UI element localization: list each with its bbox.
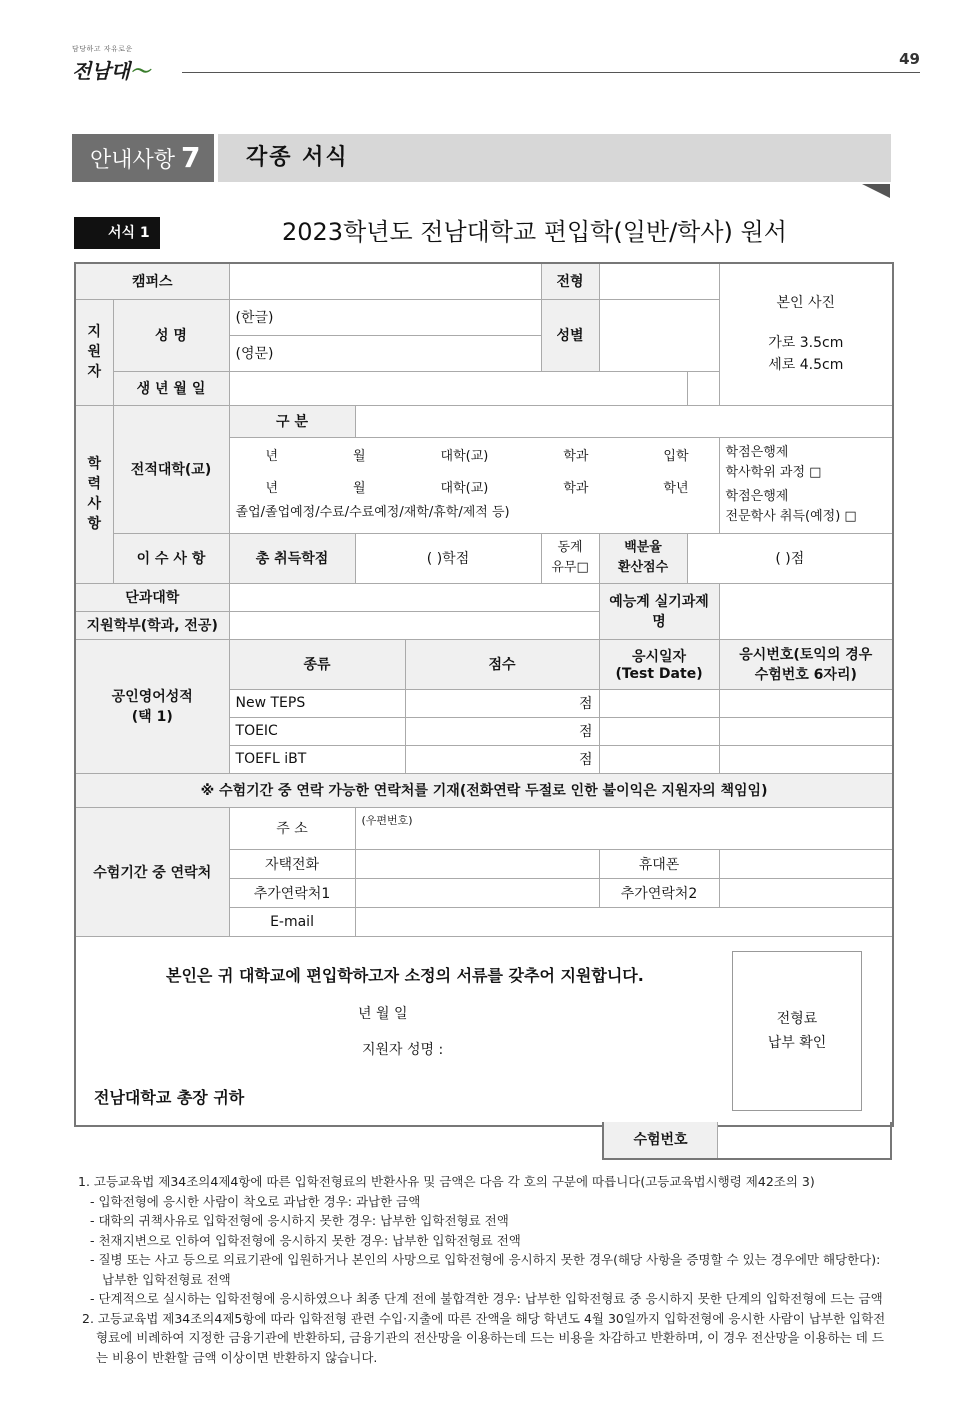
declaration-message: 본인은 귀 대학교에 편입학하고자 소정의 서류를 갖추어 지원합니다. bbox=[166, 965, 644, 985]
eng-date-header: 응시일자 (Test Date) bbox=[599, 639, 719, 689]
equiv-checkbox[interactable]: 동계 유무□ bbox=[541, 533, 599, 583]
mobile-field[interactable] bbox=[719, 849, 893, 878]
type-field[interactable] bbox=[599, 263, 719, 299]
declaration-area bbox=[75, 936, 893, 1126]
eng-id-header: 응시번호(토익의 경우 수험번호 6자리) bbox=[719, 639, 893, 689]
section-title: 각종 서식 bbox=[218, 134, 891, 182]
home-phone-label: 자택전화 bbox=[229, 849, 355, 878]
eng-type-header: 종류 bbox=[229, 639, 405, 689]
logo-slogan: 담당하고 자유로운 bbox=[72, 45, 133, 53]
refund-notes bbox=[78, 1172, 894, 1367]
gender-field[interactable] bbox=[599, 299, 719, 371]
declaration-date[interactable]: 년 월 일 bbox=[358, 1005, 408, 1022]
eng-score-header: 점수 bbox=[405, 639, 599, 689]
extra1-field[interactable] bbox=[355, 878, 599, 907]
extra1-label: 추가연락처1 bbox=[229, 878, 355, 907]
form-label: 서식 1 bbox=[74, 217, 160, 249]
page-number: 49 bbox=[899, 50, 920, 68]
birth-field[interactable] bbox=[229, 371, 687, 405]
teps-id-field[interactable] bbox=[719, 689, 893, 717]
toefl-label: TOEFL iBT bbox=[229, 745, 405, 773]
exam-number-field[interactable] bbox=[718, 1122, 890, 1158]
home-phone-field[interactable] bbox=[355, 849, 599, 878]
campus-field[interactable] bbox=[229, 263, 541, 299]
arts-field[interactable] bbox=[719, 583, 893, 639]
photo-box[interactable]: 본인 사진 가로 3.5cm 세로 4.5cm bbox=[719, 263, 893, 405]
note-1: 1. 고등교육법 제34조의4제4항에 따른 입학전형료의 반환사유 및 금액은 다음 각 호의 구분에 따릅니다(고등교육법시행령 제42조의 3) bbox=[78, 1174, 815, 1189]
applicant-label: 지 원 자 bbox=[75, 299, 113, 405]
extra2-field[interactable] bbox=[719, 878, 893, 907]
address-label: 주 소 bbox=[229, 807, 355, 849]
division-field[interactable] bbox=[355, 405, 893, 437]
college-field[interactable] bbox=[229, 583, 599, 611]
credit-bank-options[interactable]: 학점은행제 학사학위 과정 □ 학점은행제 전문학사 취득(예정) □ bbox=[719, 437, 893, 533]
fee-confirmation-box: 전형료 납부 확인 bbox=[732, 951, 862, 1111]
name-english-field[interactable]: (영문) bbox=[229, 335, 541, 371]
percent-field[interactable]: ( )점 bbox=[687, 533, 893, 583]
academic-label: 학 력 사 항 bbox=[75, 405, 113, 583]
toeic-label: TOEIC bbox=[229, 717, 405, 745]
toefl-score-field[interactable]: 점 bbox=[405, 745, 599, 773]
type-label: 전형 bbox=[541, 263, 599, 299]
email-label: E-mail bbox=[229, 907, 355, 936]
note-2: 2. 고등교육법 제34조의4제5항에 따라 입학전형 관련 수입·지출에 따른 잔액을 해당 학년도 4월 30일까지 입학전형에 응시한 사람이 납부한 입학전형료에 비례하여 지정한 금융기관에 반환하되, 금융기관의 전산망을 이용하는데 드는 비용을 차감하고 반환하며, 이 경우 전산망을 이용하는 데 드는 비용이 반환할 금액 이상이면 반환하지 않습니다. bbox=[82, 1310, 886, 1365]
note-1-item: - 대학의 귀책사유로 입학전형에 응시하지 못한 경우: 납부한 입학전형료 전액 bbox=[90, 1213, 509, 1228]
address-field[interactable]: (우편번호) bbox=[355, 807, 893, 849]
note-1-item: - 입학전형에 응시한 사람이 착오로 과납한 경우: 과납한 금액 bbox=[90, 1193, 421, 1209]
toeic-id-field[interactable] bbox=[719, 717, 893, 745]
contact-label: 수험기간 중 연락처 bbox=[75, 807, 229, 936]
teps-date-field[interactable] bbox=[599, 689, 719, 717]
major-field[interactable] bbox=[229, 611, 599, 639]
total-credits-field[interactable]: ( )학점 bbox=[355, 533, 541, 583]
section-label: 안내사항 7 bbox=[72, 134, 214, 182]
toeic-score-field[interactable]: 점 bbox=[405, 717, 599, 745]
english-label: 공인영어성적 (택 1) bbox=[75, 639, 229, 773]
note-1-item: - 질병 또는 사고 등으로 의료기관에 입원하거나 본인의 사망으로 입학전형에 응시하지 못한 경우(해당 사항을 증명할 수 있는 경우에만 해당한다): 납부한 입학전형료 전액 bbox=[90, 1252, 881, 1287]
toefl-id-field[interactable] bbox=[719, 745, 893, 773]
name-label: 성 명 bbox=[113, 299, 229, 371]
extra2-label: 추가연락처2 bbox=[599, 878, 719, 907]
total-credits-label: 총 취득학점 bbox=[229, 533, 355, 583]
note-1-item: - 천재지변으로 인하여 입학전형에 응시하지 못한 경우: 납부한 입학전형료 전액 bbox=[90, 1232, 521, 1248]
mobile-label: 휴대폰 bbox=[599, 849, 719, 878]
applicant-signature[interactable]: 지원자 성명 : bbox=[362, 1041, 444, 1058]
university-logo bbox=[72, 44, 172, 84]
campus-label: 캠퍼스 bbox=[75, 263, 229, 299]
arts-label: 예능계 실기과제명 bbox=[599, 583, 719, 639]
completion-label: 이 수 사 항 bbox=[113, 533, 229, 583]
birth-label: 생 년 월 일 bbox=[113, 371, 229, 405]
college-label: 단과대학 bbox=[75, 583, 229, 611]
form-title: 2023학년도 전남대학교 편입학(일반/학사) 원서 bbox=[282, 218, 787, 246]
note-1-item: - 단계적으로 실시하는 입학전형에 응시하였으나 최종 단계 전에 불합격한 경우: 납부한 입학전형료 중 응시하지 못한 단계의 입학전형에 드는 금액 bbox=[90, 1291, 883, 1306]
teps-label: New TEPS bbox=[229, 689, 405, 717]
toeic-date-field[interactable] bbox=[599, 717, 719, 745]
logo-text: 전남대〜 bbox=[72, 59, 150, 83]
major-label: 지원학부(학과, 전공) bbox=[75, 611, 229, 639]
gender-label: 성별 bbox=[541, 299, 599, 371]
percent-label: 백분율 환산점수 bbox=[599, 533, 687, 583]
exam-number-label: 수험번호 bbox=[604, 1122, 718, 1158]
teps-score-field[interactable]: 점 bbox=[405, 689, 599, 717]
prev-univ-label: 전적대학(교) bbox=[113, 405, 229, 533]
contact-notice: ※ 수험기간 중 연락 가능한 연락처를 기재(전화연락 두절로 인한 불이익은 지원자의 책임임) bbox=[75, 773, 893, 807]
application-form-table bbox=[74, 262, 894, 1127]
division-label: 구 분 bbox=[229, 405, 355, 437]
exam-number-box bbox=[602, 1122, 892, 1160]
header-divider bbox=[182, 72, 920, 73]
declaration-addressee: 전남대학교 총장 귀하 bbox=[94, 1087, 245, 1107]
section-corner-decoration bbox=[862, 184, 890, 198]
name-korean-field[interactable]: (한글) bbox=[229, 299, 541, 335]
toefl-date-field[interactable] bbox=[599, 745, 719, 773]
email-field[interactable] bbox=[355, 907, 893, 936]
prev-univ-field[interactable]: 년 월 대학(교) 학과 입학 년 월 대학(교) 학과 학년 졸업/졸업예정/수료/수료예정/재학/휴학/제적 등) bbox=[229, 437, 719, 533]
